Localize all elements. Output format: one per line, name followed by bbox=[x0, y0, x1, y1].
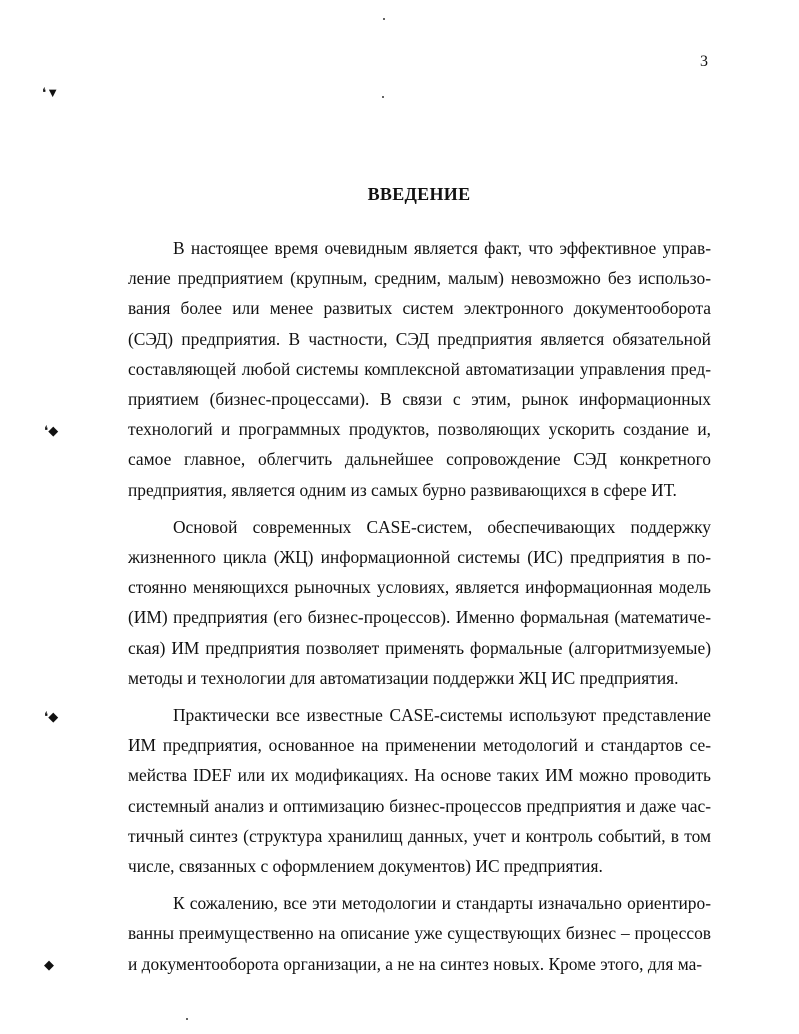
paragraph-3: Практически все известные CASE-системы используют представление ИМ предприятия, основанное на применении методологий и стандартов се-мейства IDEF или их модификациях. На основе таких ИМ можно проводить системный анализ и оптимизацию бизнес-процессов предприятия и даже час-тичный синтез (структура хранилищ данных, учет и контроль событий, в том числе, связанных с оформлением документов) ИС предприятия. bbox=[128, 705, 711, 877]
page-title: ВВЕДЕНИЕ bbox=[367, 184, 471, 204]
binding-mark-icon: ❛◆ bbox=[44, 709, 59, 724]
binding-mark-icon: ◆ bbox=[44, 957, 54, 972]
scan-speck bbox=[382, 96, 384, 98]
paragraph-2: Основой современных CASE-систем, обеспечивающих поддержку жизненного цикла (ЖЦ) информационной системы (ИС) предприятия в по-стоянно меняющихся рыночных условиях, является информационная модель (ИМ) предприятия (его бизнес-процессов). Именно формальная (математиче-ская) ИМ предприятия позволяет применять формальные (алгоритмизуемые) методы и технологии для автоматизации поддержки ЖЦ ИС предприятия. bbox=[128, 516, 711, 688]
body-text bbox=[128, 233, 711, 986]
page-number: 3 bbox=[700, 53, 708, 70]
binding-mark-icon: ❛▼ bbox=[42, 85, 60, 100]
paragraph-1: В настоящее время очевидным является факт, что эффективное управ-ление предприятием (крупным, средним, малым) невозможно без использо-вания более или менее развитых систем электронного документооборота (СЭД) предприятия. В частности, СЭД предприятия является обязательной составляющей любой системы комплексной автоматизации управления пред-приятием (бизнес-процессами). В связи с этим, рынок информационных технологий и программных продуктов, позволяющих ускорить создание и, самое главное, облегчить дальнейшее сопровождение СЭД конкретного предприятия, является одним из самых бурно развивающихся в сфере ИТ. bbox=[128, 238, 711, 500]
binding-mark-icon: ❛◆ bbox=[44, 423, 59, 438]
scan-speck bbox=[383, 18, 385, 20]
scan-speck bbox=[186, 1018, 188, 1020]
paragraph-4: К сожалению, все эти методологии и стандарты изначально ориентиро-ванны преимущественно на описание уже существующих бизнес – процессов и документооборота организации, а не на синтез новых. Кроме этого, для ма- bbox=[128, 893, 711, 974]
